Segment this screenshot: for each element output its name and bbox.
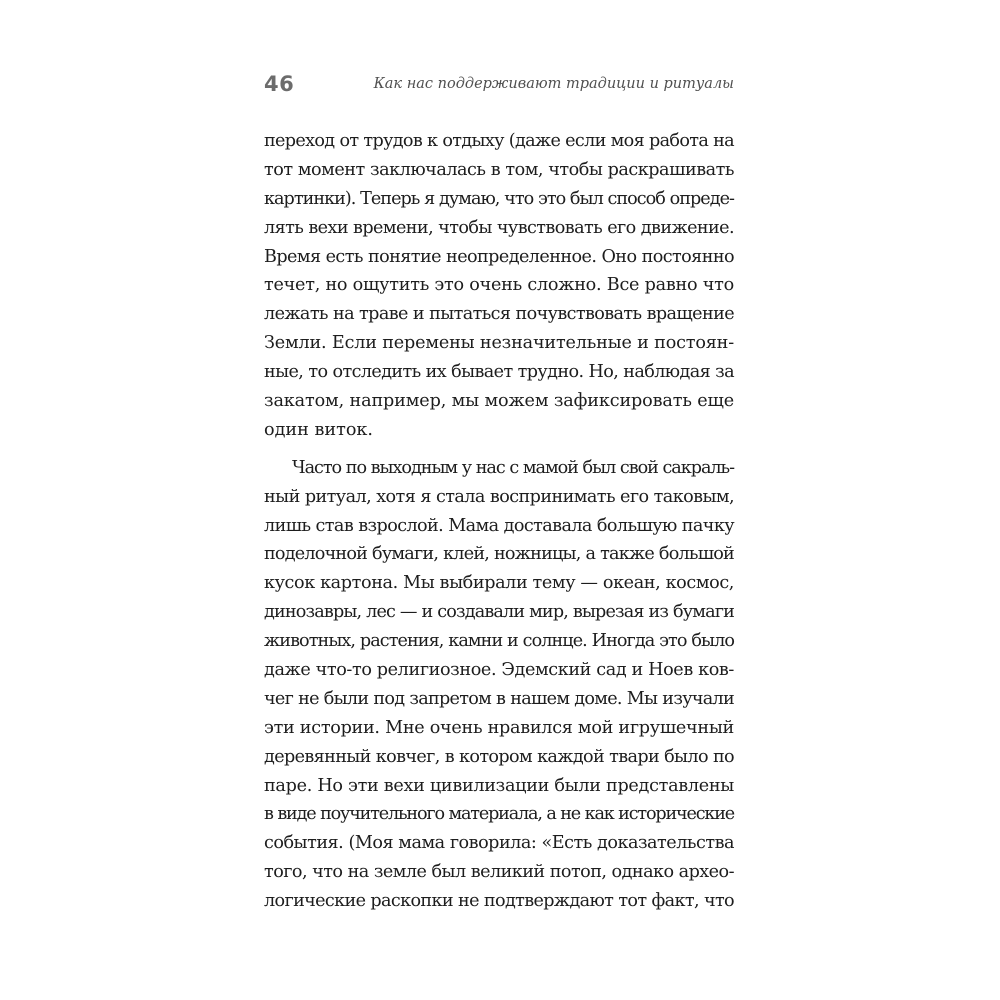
text-line: в виде поучительного материала, а не как исторические [264,804,734,825]
paragraph-2 [264,454,734,916]
text-line: динозавры, лес — и создавали мир, вырезая из бумаги [264,602,734,623]
text-line: тот момент заключалась в том, чтобы раскрашивать [264,159,734,180]
text-line: животных, растения, камни и солнце. Иногда это было [264,631,734,652]
running-head [264,70,734,106]
text-line: течет, но ощутить это очень сложно. Все равно что [264,275,734,296]
text-line: кусок картона. Мы выбирали тему — океан, космос, [264,573,734,594]
text-line: один виток. [264,419,374,440]
body-text [264,127,734,916]
text-line: эти истории. Мне очень нравился мой игрушечный [264,717,734,738]
text-line: даже что-то религиозное. Эдемский сад и Ноев ков- [264,660,734,681]
page-number: 46 [264,72,295,96]
text-line: Земли. Если перемены незначительные и постоян- [264,333,734,354]
text-line: ные, то отследить их бывает трудно. Но, наблюдая за [264,362,734,383]
text-line: переход от трудов к отдыху (даже если моя работа на [264,131,734,151]
text-line: ный ритуал, хотя я стала воспринимать его таковым, [264,486,734,507]
text-line: картинки). Теперь я думаю, что это был способ опреде- [264,188,734,209]
chapter-title: Как нас поддерживают традиции и ритуалы [373,76,734,92]
text-line: деревянный ковчег, в котором каждой твари было по [264,746,734,767]
paragraph-gap [264,445,734,454]
text-line: лежать на траве и пытаться почувствовать вращение [264,304,734,325]
text-line: логические раскопки не подтверждают тот факт, что [264,891,734,912]
text-line: Часто по выходным у нас с мамой был свой сакраль- [292,457,734,478]
text-line: лишь став взрослой. Мама доставала большую пачку [264,515,734,536]
text-line: закатом, например, мы можем зафиксировать еще [264,391,734,412]
text-line: лять вехи времени, чтобы чувствовать его движение. [264,217,734,238]
text-line: Время есть понятие неопределенное. Оно постоянно [264,246,734,267]
paragraph-1 [264,127,734,445]
text-line: паре. Но эти вехи цивилизации были представлены [264,775,734,796]
text-line: чег не были под запретом в нашем доме. Мы изучали [264,688,734,709]
text-line: того, что на земле был великий потоп, однако архео- [264,862,734,883]
text-line: поделочной бумаги, клей, ножницы, а также большой [264,544,734,565]
text-line: события. (Моя мама говорила: «Есть доказательства [264,833,734,854]
